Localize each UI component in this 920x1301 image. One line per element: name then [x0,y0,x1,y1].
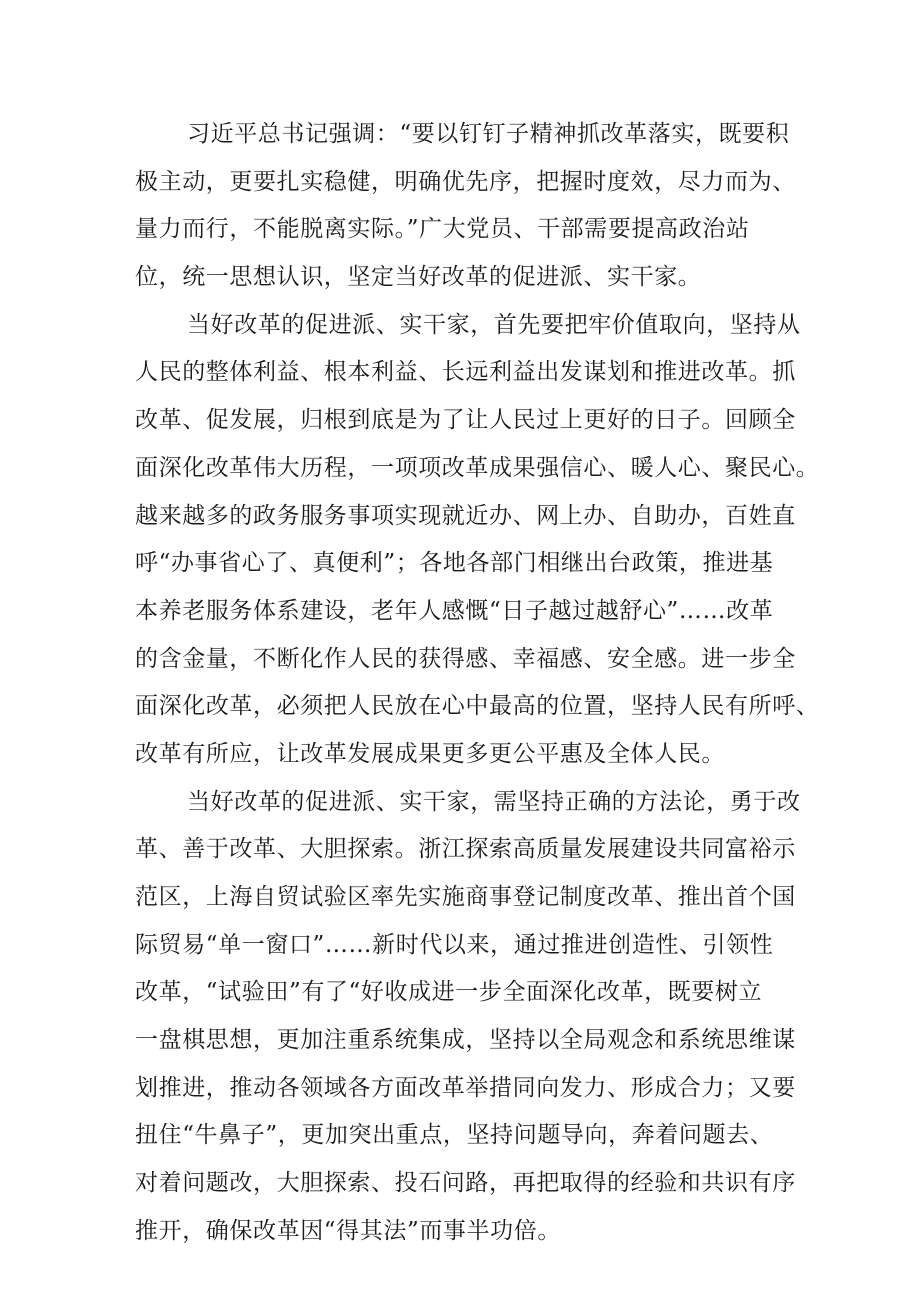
paragraph-2 [135,302,820,779]
text-line: 推开，确保改革因“得其法”而事半功倍。 [135,1217,561,1244]
text-line: 改革、促发展，归根到底是为了让人民过上更好的日子。回顾全 [135,407,796,434]
text-line: 际贸易“单一窗口”……新时代以来，通过推进创造性、引领性 [135,931,774,958]
text-line: 革、善于改革、大胆探索。浙江探索高质量发展建设共同富裕示 [135,836,796,863]
paragraph-3 [135,779,801,1256]
article-body [135,111,820,1256]
text-line: 的含金量，不断化作人民的获得感、幸福感、安全感。进一步全 [135,645,796,672]
text-line: 本养老服务体系建设，老年人感慨“日子越过越舒心”……改革 [135,597,774,624]
text-line: 扭住“牛鼻子”，更加突出重点，坚持问题导向，奔着问题去、 [135,1122,774,1149]
paragraph-1 [135,111,795,302]
text-line: 划推进，推动各领域各方面改革举措同向发力、形成合力；又要 [135,1074,796,1101]
text-line: 当好改革的促进派、实干家，首先要把牢价值取向，坚持从 [187,311,801,338]
text-line: 呼“办事省心了、真便利”；各地各部门相继出台政策，推进基 [135,550,774,577]
text-line: 位，统一思想认识，坚定当好改革的促进派、实干家。 [135,264,702,291]
text-line: 当好改革的促进派、实干家，需坚持正确的方法论，勇于改 [187,788,801,815]
text-line: 改革，“试验田”有了“好收成进一步全面深化改革，既要树立 [135,979,763,1006]
text-line: 对着问题改，大胆探索、投石问路，再把取得的经验和共识有序 [135,1170,796,1197]
text-line: 一盘棋思想，更加注重系统集成，坚持以全局观念和系统思维谋 [135,1027,796,1054]
text-line: 习近平总书记强调：“要以钉钉子精神抓改革落实，既要积 [187,121,790,147]
text-line: 极主动，更要扎实稳健，明确优先序，把握时度效，尽力而为、 [135,168,796,195]
text-line: 范区，上海自贸试验区率先实施商事登记制度改革、推出首个国 [135,884,796,910]
text-line: 越来越多的政务服务事项实现就近办、网上办、自助办，百姓直 [135,502,796,529]
text-line: 面深化改革，必须把人民放在心中最高的位置，坚持人民有所呼、 [135,693,820,720]
text-line: 面深化改革伟大历程，一项项改革成果强信心、暖人心、聚民心。 [135,454,820,481]
text-line: 人民的整体利益、根本利益、长远利益出发谋划和推进改革。抓 [135,359,796,386]
text-line: 改革有所应，让改革发展成果更多更公平惠及全体人民。 [135,740,725,767]
text-line: 量力而行，不能脱离实际。”广大党员、干部需要提高政治站 [135,216,750,243]
